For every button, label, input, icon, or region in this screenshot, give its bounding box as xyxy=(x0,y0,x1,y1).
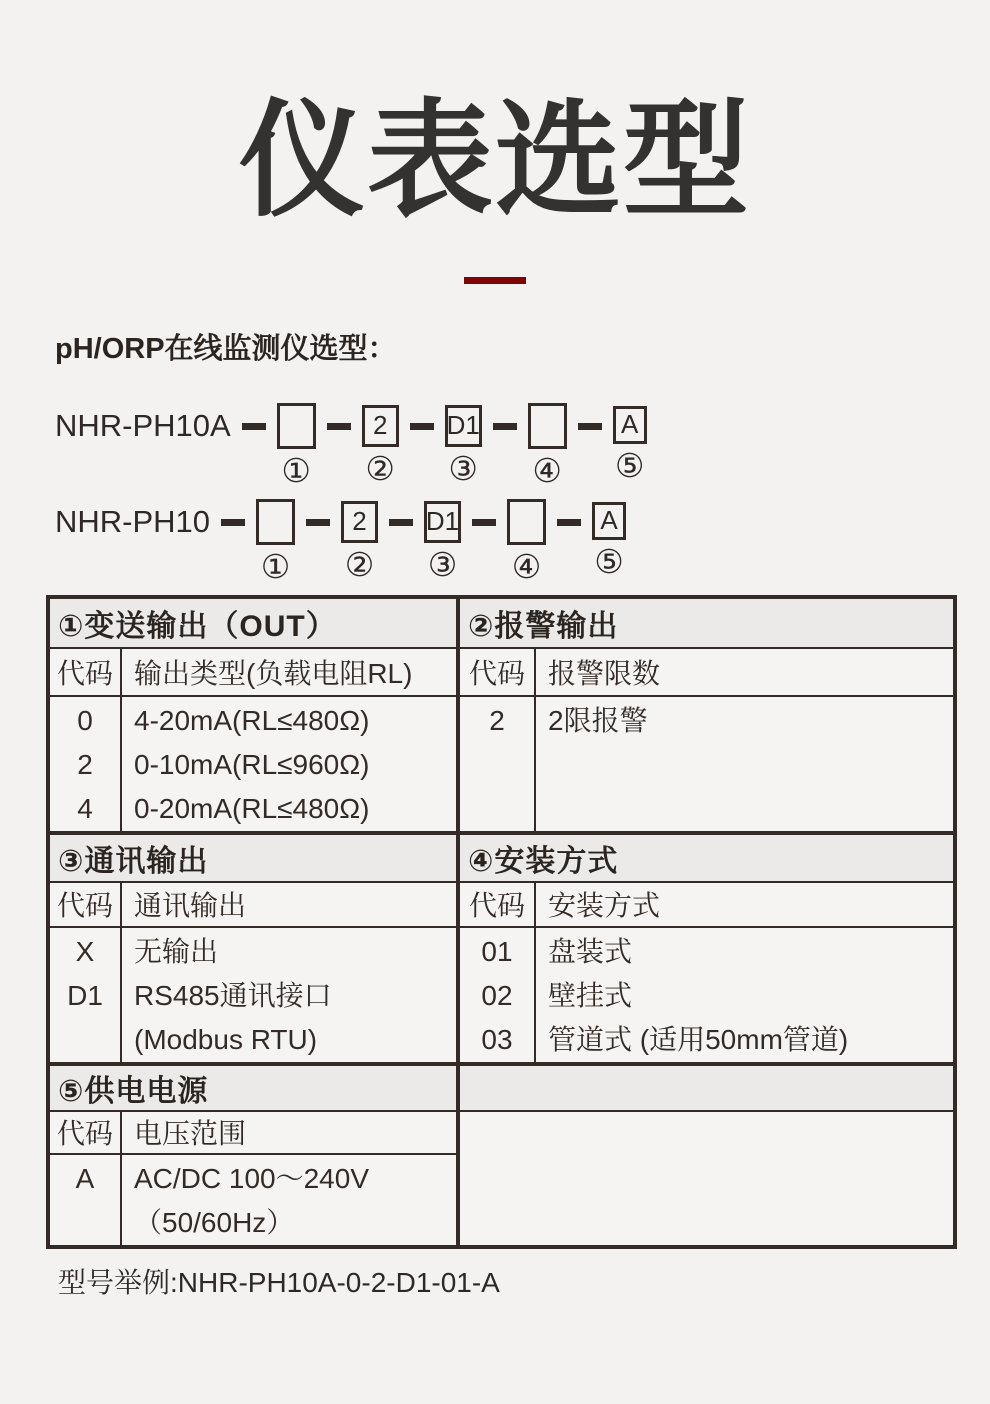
desc-cell: 0-20mA(RL≤480Ω) xyxy=(134,792,370,824)
diagram-segment xyxy=(567,403,647,482)
diagram-segment xyxy=(295,499,378,581)
diagram-segment xyxy=(399,403,482,485)
desc-cells xyxy=(460,1112,953,1245)
code-cells xyxy=(50,928,122,1062)
position-marker-5: ⑤ xyxy=(594,542,624,580)
dash-separator xyxy=(389,519,413,526)
model-code-box: A xyxy=(592,502,626,540)
desc-cell: 管道式 (适用50mm管道) xyxy=(548,1023,849,1055)
code-cell: 01 xyxy=(481,935,513,967)
section-body-empty xyxy=(460,1112,953,1245)
dash-separator xyxy=(242,423,266,430)
code-cells xyxy=(460,928,536,1062)
diagram-segment xyxy=(316,403,399,485)
model-code-box-empty xyxy=(277,403,316,449)
desc-cell: RS485通讯接口 xyxy=(134,979,332,1011)
code-cell: A xyxy=(75,1162,95,1194)
desc-cells xyxy=(122,928,456,1062)
model-diagram-nhr-ph10a xyxy=(55,403,990,487)
position-marker-2: ② xyxy=(365,449,396,487)
dash-separator xyxy=(578,423,602,430)
desc-column-header: 输出类型(负载电阻RL) xyxy=(134,657,413,689)
column-header-row xyxy=(50,1112,456,1155)
column-header-row xyxy=(460,649,953,697)
dash-separator xyxy=(472,519,496,526)
model-code-box: A xyxy=(613,406,647,444)
desc-cell: 0-10mA(RL≤960Ω) xyxy=(134,748,370,780)
section-header: ③通讯输出 xyxy=(50,835,456,883)
model-code-diagrams xyxy=(55,403,990,583)
section-header-empty xyxy=(460,1066,953,1112)
dash-separator xyxy=(493,423,517,430)
page-title: 仪表选型 xyxy=(239,90,751,231)
diagram-segment xyxy=(546,499,626,578)
desc-cell: AC/DC 100～240V xyxy=(134,1162,370,1194)
code-cell: X xyxy=(75,935,95,967)
dash-separator xyxy=(327,423,351,430)
code-cell: 2 xyxy=(77,748,93,780)
desc-cell: 无输出 xyxy=(134,935,219,967)
table-section-3 xyxy=(50,1062,953,1245)
diagram-segment xyxy=(482,403,567,487)
column-header-row xyxy=(50,883,456,928)
section-header: ⑤供电电源 xyxy=(50,1066,456,1112)
code-cell: 03 xyxy=(481,1023,513,1055)
code-column-header: 代码 xyxy=(50,1112,122,1153)
table-section-1 xyxy=(50,599,953,831)
section-install-type xyxy=(460,835,953,1062)
section-empty xyxy=(460,1066,953,1245)
model-code-box-empty xyxy=(507,499,546,545)
model-code-box-empty xyxy=(256,499,295,545)
desc-cells xyxy=(536,928,953,1062)
section-body xyxy=(50,928,456,1062)
desc-cell: （50/60Hz） xyxy=(134,1206,295,1238)
position-marker-4: ④ xyxy=(532,451,563,489)
diagram-segment xyxy=(461,499,546,583)
section-body xyxy=(460,928,953,1062)
page-subtitle: pH/ORP在线监测仪选型： xyxy=(55,332,397,365)
desc-cell: 盘装式 xyxy=(548,935,633,967)
section-header: ②报警输出 xyxy=(460,599,953,649)
model-code-box: 2 xyxy=(341,501,378,543)
dash-separator xyxy=(306,519,330,526)
model-example: 型号举例:NHR-PH10A-0-2-D1-01-A xyxy=(58,1266,500,1298)
code-cell: D1 xyxy=(67,979,103,1011)
position-marker-5: ⑤ xyxy=(614,446,645,484)
code-cell xyxy=(50,1201,120,1245)
section-power-supply xyxy=(50,1066,460,1245)
code-cell: 2 xyxy=(489,704,505,736)
desc-cell: (Modbus RTU) xyxy=(134,1023,318,1055)
section-alarm-output xyxy=(460,599,953,831)
code-cell: 02 xyxy=(481,979,513,1011)
desc-column-header: 安装方式 xyxy=(548,890,661,922)
dash-separator xyxy=(557,519,581,526)
column-header-row xyxy=(460,883,953,928)
model-label: NHR-PH10A xyxy=(55,407,231,443)
code-cells xyxy=(50,1155,122,1245)
position-marker-1: ① xyxy=(281,451,312,489)
section-body xyxy=(50,697,456,831)
code-cells xyxy=(460,697,536,831)
desc-cell: 2限报警 xyxy=(548,704,648,736)
desc-cell: 壁挂式 xyxy=(548,979,633,1011)
title-divider xyxy=(464,277,526,284)
section-body xyxy=(50,1155,456,1245)
model-label: NHR-PH10 xyxy=(55,503,211,539)
model-diagram-nhr-ph10 xyxy=(55,499,990,583)
section-body xyxy=(460,697,953,831)
position-marker-2: ② xyxy=(344,545,375,583)
desc-cells xyxy=(122,1155,456,1245)
table-section-2 xyxy=(50,831,953,1062)
code-cell xyxy=(50,1018,120,1062)
column-header-row xyxy=(50,649,456,697)
desc-column-header: 报警限数 xyxy=(548,657,661,689)
desc-column-header: 电压范围 xyxy=(134,1118,247,1150)
code-column-header: 代码 xyxy=(460,883,536,926)
dash-separator xyxy=(221,519,245,526)
dash-separator xyxy=(410,423,434,430)
position-marker-1: ① xyxy=(260,547,291,585)
code-column-header: 代码 xyxy=(50,883,122,926)
position-marker-3: ③ xyxy=(427,545,458,583)
desc-column-header: 通讯输出 xyxy=(134,890,247,922)
desc-cell: 4-20mA(RL≤480Ω) xyxy=(134,704,370,736)
desc-cells xyxy=(122,697,456,831)
code-cells xyxy=(50,697,122,831)
code-cell: 0 xyxy=(77,704,93,736)
model-code-box: D1 xyxy=(445,405,482,447)
position-marker-4: ④ xyxy=(511,547,542,585)
section-comm-output xyxy=(50,835,460,1062)
position-marker-3: ③ xyxy=(448,449,479,487)
code-column-header: 代码 xyxy=(460,649,536,695)
selection-table xyxy=(46,595,957,1249)
section-transmit-output xyxy=(50,599,460,831)
diagram-segment xyxy=(210,499,295,583)
desc-cells xyxy=(536,697,953,831)
code-column-header: 代码 xyxy=(50,649,122,695)
section-header: ④安装方式 xyxy=(460,835,953,883)
model-code-box-empty xyxy=(528,403,567,449)
code-cell: 4 xyxy=(77,792,93,824)
diagram-segment xyxy=(378,499,461,581)
diagram-segment xyxy=(231,403,316,487)
model-code-box: 2 xyxy=(362,405,399,447)
section-header: ①变送输出（OUT） xyxy=(50,599,456,649)
model-code-box: D1 xyxy=(424,501,461,543)
